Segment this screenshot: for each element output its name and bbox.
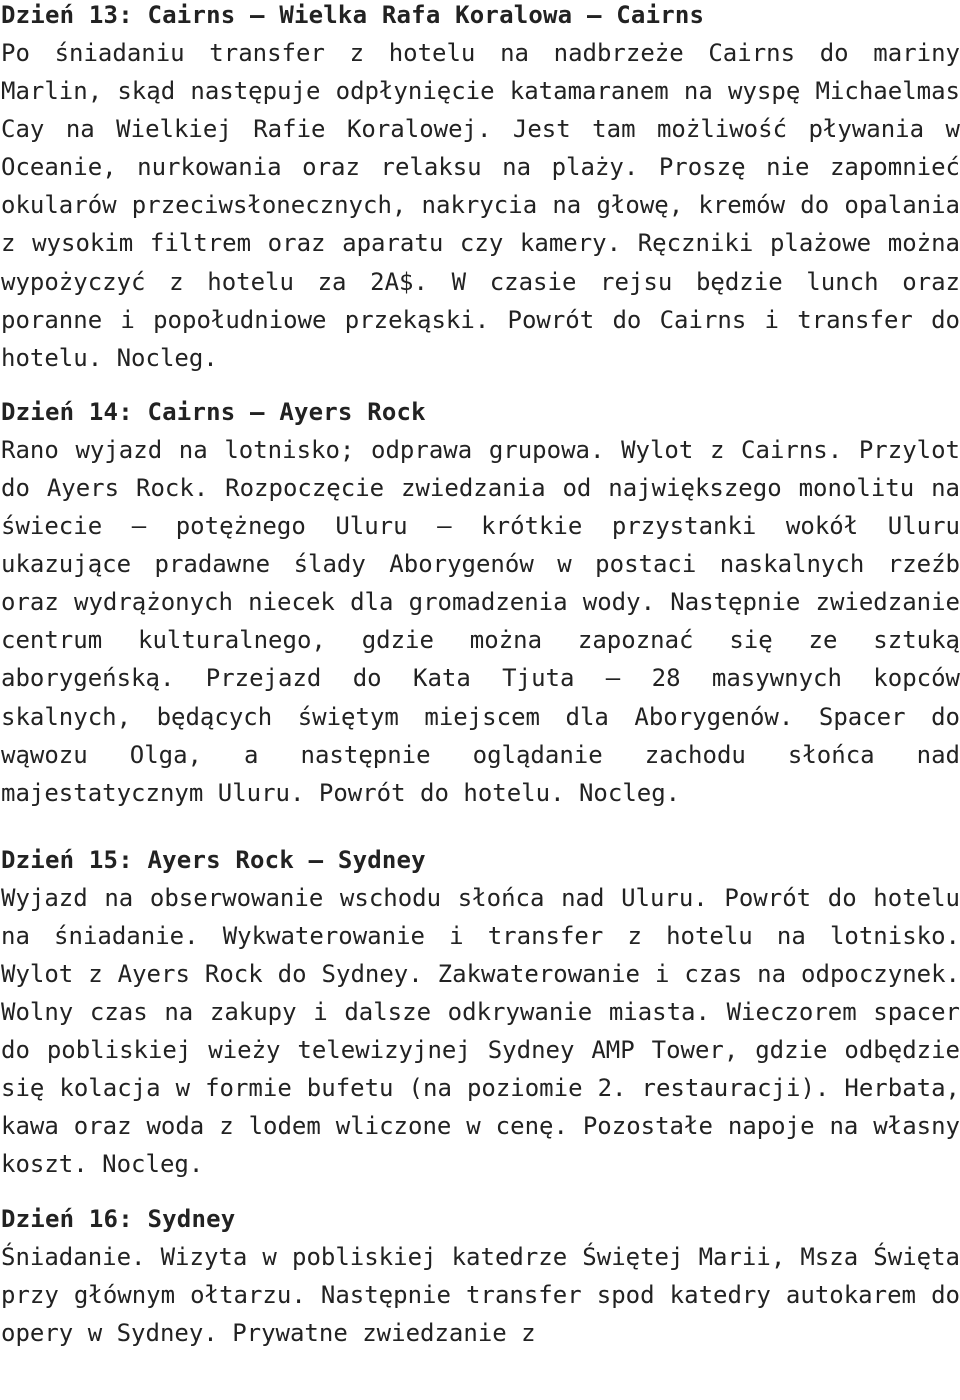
- day-description: Po śniadaniu transfer z hotelu na nadbrzeże Cairns do mariny Marlin, skąd następuje odpłynięcie katamaranem na wyspę Michaelmas Cay na Wielkiej Rafie Koralowej. Jest tam możliwość pływania w Oceanie, nurkowania oraz relaksu na plaży. Proszę nie zapomnieć okularów przeciwsłonecznych, nakrycia na głowę, kremów do opalania z wysokim filtrem oraz aparatu czy kamery. Ręczniki plażowe można wypożyczyć z hotelu za 2A$. W czasie rejsu będzie lunch oraz poranne i popołudniowe przekąski. Powrót do Cairns i transfer do hotelu. Nocleg.: [1, 39, 960, 372]
- day-section-13: [1, 0, 960, 377]
- day-description: Rano wyjazd na lotnisko; odprawa grupowa. Wylot z Cairns. Przylot do Ayers Rock. Rozpoczęcie zwiedzania od największego monolitu na świecie – potężnego Uluru – krótkie przystanki wokół Uluru ukazujące pradawne ślady Aborygenów w postaci naskalnych rzeźb oraz wydrążonych niecek dla gromadzenia wody. Następnie zwiedzanie centrum kulturalnego, gdzie można zapoznać się ze sztuką aborygeńską. Przejazd do Kata Tjuta – 28 masywnych kopców skalnych, będących świętym miejscem dla Aborygenów. Spacer do wąwozu Olga, a następnie oglądanie zachodu słońca nad majestatycznym Uluru. Powrót do hotelu. Nocleg.: [1, 435, 960, 807]
- day-heading: Dzień 13: Cairns – Wielka Rafa Koralowa – Cairns: [1, 1, 705, 29]
- day-description: Śniadanie. Wizyta w pobliskiej katedrze Świętej Marii, Msza Święta przy głównym ołtarzu. Następnie transfer spod katedry autokarem do opery w Sydney. Prywatne zwiedzanie z: [1, 1242, 960, 1347]
- section-spacer: [1, 377, 960, 397]
- day-heading: Dzień 16: Sydney: [1, 1204, 236, 1233]
- day-description: Wyjazd na obserwowanie wschodu słońca nad Uluru. Powrót do hotelu na śniadanie. Wykwaterowanie i transfer z hotelu na lotnisko. Wylot z Ayers Rock do Sydney. Zakwaterowanie i czas na odpoczynek. Wolny czas na zakupy i dalsze odkrywanie miasta. Wieczorem spacer do pobliskiej wieży telewizyjnej Sydney AMP Tower, gdzie odbędzie się kolacja w formie bufetu (na poziomie 2. restauracji). Herbata, kawa oraz woda z lodem wliczone w cenę. Pozostałe napoje na własny koszt. Nocleg.: [1, 883, 960, 1179]
- section-spacer: [1, 812, 960, 845]
- day-heading: Dzień 14: Cairns – Ayers Rock: [1, 397, 426, 426]
- section-spacer: [1, 1184, 960, 1204]
- day-section-16: [1, 1204, 960, 1352]
- day-heading: Dzień 15: Ayers Rock – Sydney: [1, 845, 426, 874]
- day-section-15: [1, 845, 960, 1184]
- day-section-14: [1, 397, 960, 812]
